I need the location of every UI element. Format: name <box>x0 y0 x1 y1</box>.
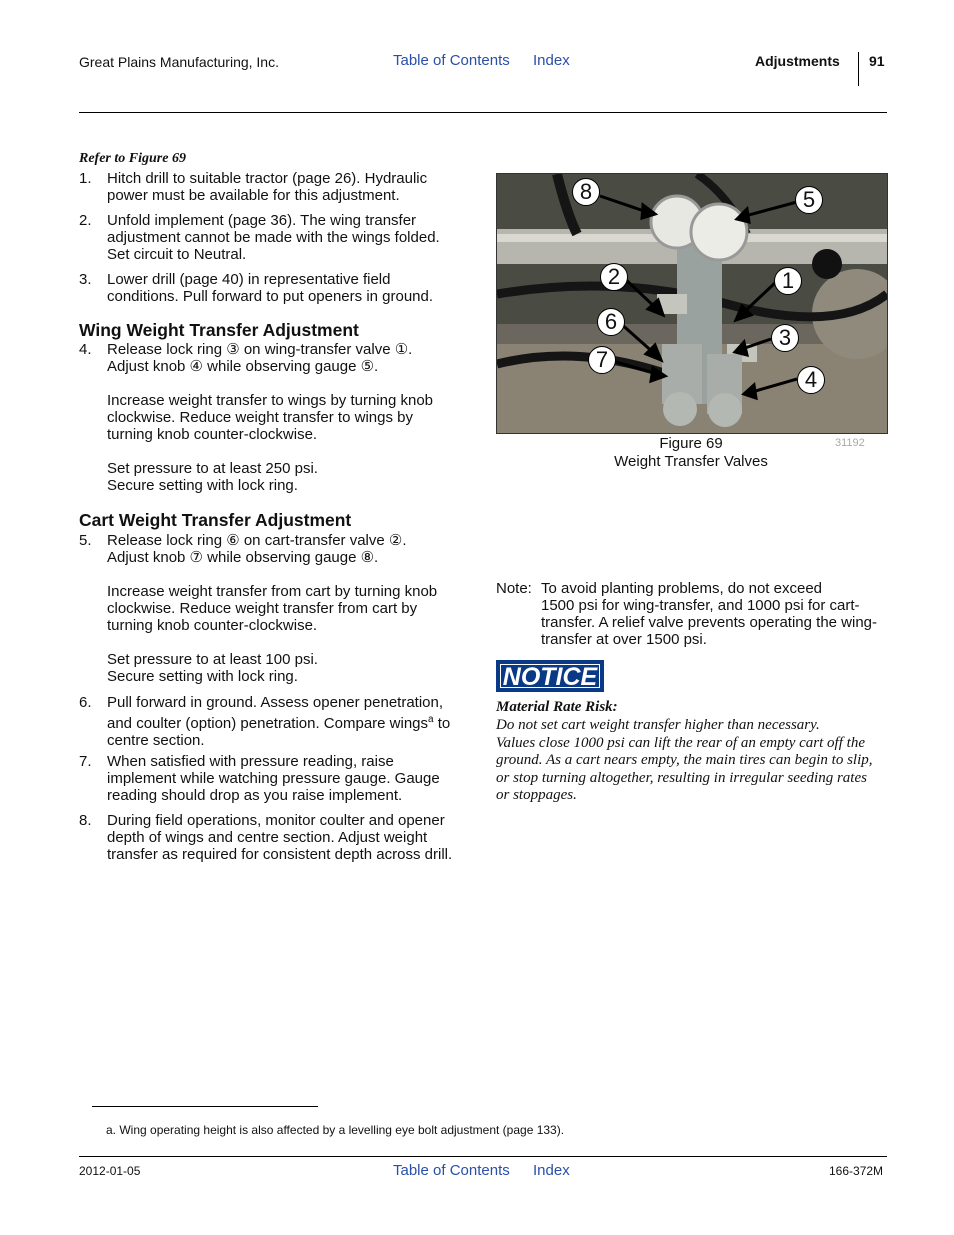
toc-link-header[interactable]: Table of Contents <box>393 52 510 69</box>
step-number: 7. <box>79 753 92 770</box>
footer-date: 2012-01-05 <box>79 1164 141 1178</box>
step-7 <box>79 753 474 804</box>
step-number: 5. <box>79 532 92 549</box>
step-2 <box>79 212 474 263</box>
callout-cart-lock-ring: 6 <box>597 308 625 336</box>
step-5 <box>79 532 474 685</box>
index-link-header[interactable]: Index <box>533 52 570 69</box>
notice-title: Material Rate Risk: <box>496 699 618 715</box>
step-4 <box>79 341 474 494</box>
wing-heading: Wing Weight Transfer Adjustment <box>79 320 359 340</box>
step-number: 2. <box>79 212 92 229</box>
step-number: 6. <box>79 694 92 711</box>
notice-label: NOTICE <box>500 664 600 688</box>
cart-heading: Cart Weight Transfer Adjustment <box>79 510 352 530</box>
notice-text: Do not set cart weight transfer higher than necessary. Values close 1000 psi can lift the rear of an empty cart off the ground. As a cart nears empty, the main tires can begin to slip, or stop turning altogether, resulting in irregular seeding rates or stoppages. <box>496 717 873 803</box>
step-1 <box>79 170 474 204</box>
callout-cart-valve: 2 <box>600 263 628 291</box>
header-rule <box>79 112 887 113</box>
step-text: Hitch drill to suitable tractor (page 26). Hydraulic power must be available for this adjustment. <box>107 170 428 204</box>
callout-gauge-cart: 8 <box>572 178 600 206</box>
figure-photo <box>496 173 888 434</box>
note-text: To avoid planting problems, do not exceed 1500 psi for wing-transfer, and 1000 psi for cart- transfer. A relief valve prevents operating the wing- transfer at over 1500 psi. <box>541 580 878 648</box>
step-8 <box>79 812 474 863</box>
callout-gauge-wing: 5 <box>795 186 823 214</box>
page-number: 91 <box>869 53 885 69</box>
footer-rule <box>79 1156 887 1157</box>
step-text: When satisfied with pressure reading, raise implement while watching pressure gauge. Gauge reading should drop as you raise implement. <box>107 753 440 804</box>
figure-number: Figure 69 <box>659 435 723 452</box>
figure-caption <box>496 435 886 471</box>
company-name: Great Plains Manufacturing, Inc. <box>79 54 279 70</box>
note-label: Note: <box>496 580 532 597</box>
step-3 <box>79 271 474 305</box>
step-number: 8. <box>79 812 92 829</box>
step-text-end: to centre section. <box>107 715 451 749</box>
photo-id: 31192 <box>835 437 865 449</box>
callout-wing-knob: 4 <box>797 366 825 394</box>
footnote-rule <box>92 1106 318 1107</box>
footer-doc-id: 166-372M <box>829 1164 884 1178</box>
section-title: Adjustments <box>755 53 840 69</box>
step-text: Release lock ring ③ on wing-transfer valve ①. Adjust knob ④ while observing gauge ⑤. Increase weight transfer to wings by turning knob clockwise. Reduce weight transfer to wings by turning knob counter-clockwise. Set pressure to at least 250 psi. Secure setting with lock ring. <box>107 341 434 494</box>
header-divider <box>858 52 859 86</box>
refer-figure: Refer to Figure 69 <box>79 151 186 166</box>
index-link-footer[interactable]: Index <box>533 1162 570 1179</box>
footnote-marker: a <box>428 714 434 725</box>
step-text: Pull forward in ground. Assess opener penetration, and coulter (option) penetration. Compare wings <box>107 694 444 732</box>
step-number: 3. <box>79 271 92 288</box>
step-number: 4. <box>79 341 92 358</box>
callout-cart-knob: 7 <box>588 346 616 374</box>
callout-wing-valve: 1 <box>774 267 802 295</box>
step-6 <box>79 694 474 749</box>
figure-title: Weight Transfer Valves <box>614 453 768 470</box>
step-number: 1. <box>79 170 92 187</box>
callout-wing-lock-ring: 3 <box>771 324 799 352</box>
step-text: During field operations, monitor coulter and opener depth of wings and centre section. Adjust weight transfer as required for consistent depth across drill. <box>107 812 453 863</box>
step-text: Unfold implement (page 36). The wing transfer adjustment cannot be made with the wings folded. Set circuit to Neutral. <box>107 212 440 263</box>
step-text: Lower drill (page 40) in representative field conditions. Pull forward to put openers in ground. <box>107 271 434 305</box>
step-text: Release lock ring ⑥ on cart-transfer valve ②. Adjust knob ⑦ while observing gauge ⑧. Increase weight transfer from cart by turning knob clockwise. Reduce weight transfer from cart by turning knob counter-clockwise. Set pressure to at least 100 psi. Secure setting with lock ring. <box>107 532 438 685</box>
toc-link-footer[interactable]: Table of Contents <box>393 1162 510 1179</box>
leader-lines <box>497 174 887 433</box>
footnote: a. Wing operating height is also affected by a levelling eye bolt adjustment (page 133). <box>106 1123 565 1137</box>
notice-badge <box>496 660 604 692</box>
